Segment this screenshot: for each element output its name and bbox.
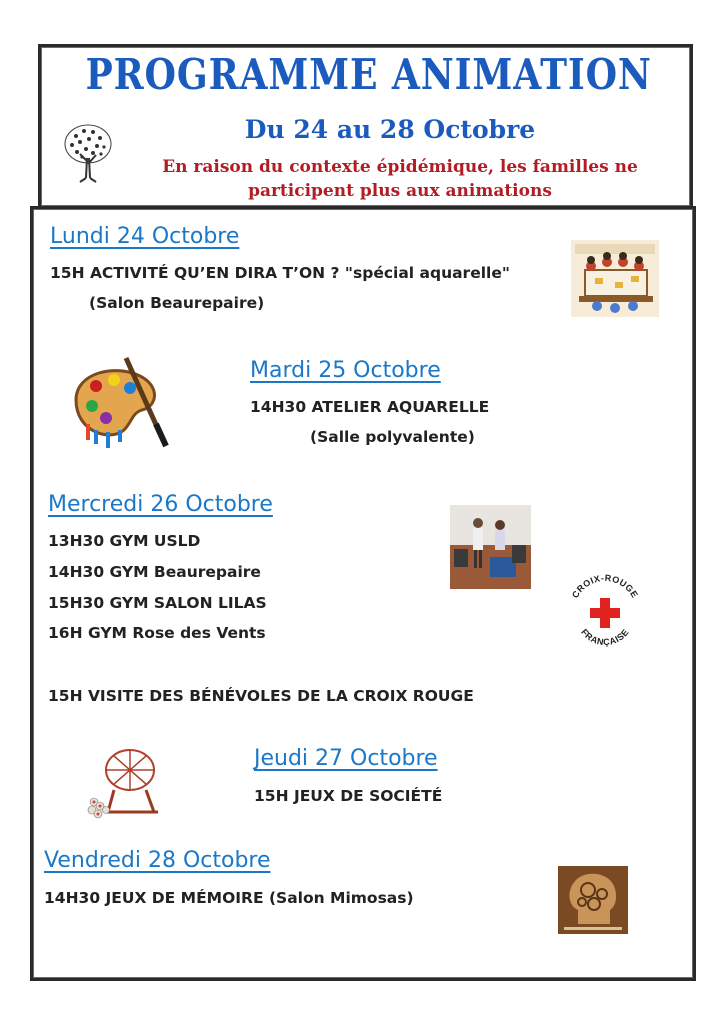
jeudi-activity: 15H JEUX DE SOCIÉTÉ bbox=[254, 787, 443, 805]
gears-head-icon bbox=[558, 866, 628, 934]
vendredi-activity: 14H30 JEUX DE MÉMOIRE (Salon Mimosas) bbox=[44, 889, 414, 907]
bingo-cage-icon bbox=[84, 740, 172, 820]
mercredi-croix-rouge-visit: 15H VISITE DES BÉNÉVOLES DE LA CROIX ROUGE bbox=[48, 687, 474, 705]
svg-text:FRANÇAISE bbox=[579, 627, 631, 647]
day-heading-mercredi: Mercredi 26 Octobre bbox=[48, 492, 273, 517]
croix-rouge-bottom-text: FRANÇAISE bbox=[579, 626, 631, 648]
mardi-activity: 14H30 ATELIER AQUARELLE bbox=[250, 398, 490, 416]
mercredi-gym-rose: 16H GYM Rose des Vents bbox=[48, 624, 266, 642]
mercredi-gym-usld: 13H30 GYM USLD bbox=[48, 532, 201, 550]
lundi-location: (Salon Beaurepaire) bbox=[89, 294, 265, 312]
mercredi-gym-lilas: 15H30 GYM SALON LILAS bbox=[48, 594, 267, 612]
croix-rouge-top-text: CROIX-ROUGE bbox=[569, 572, 641, 600]
day-heading-jeudi: Jeudi 27 Octobre bbox=[254, 746, 438, 771]
mercredi-gym-beaurepaire: 14H30 GYM Beaurepaire bbox=[48, 563, 261, 581]
lundi-activity: 15H ACTIVITÉ QU’EN DIRA T’ON ? "spécial aquarelle" bbox=[50, 264, 510, 282]
day-heading-mardi: Mardi 25 Octobre bbox=[250, 358, 441, 383]
date-range-subtitle: Du 24 au 28 Octobre bbox=[244, 115, 536, 144]
gym-session-image bbox=[450, 505, 531, 589]
svg-text:CROIX-ROUGE bbox=[570, 573, 640, 600]
mardi-location: (Salle polyvalente) bbox=[310, 428, 475, 446]
epidemic-notice bbox=[120, 155, 680, 203]
paint-palette-icon bbox=[66, 350, 172, 450]
day-heading-lundi: Lundi 24 Octobre bbox=[50, 224, 240, 249]
notice-line-2: participent plus aux animations bbox=[248, 181, 552, 201]
notice-line-1: En raison du contexte épidémique, les familles ne bbox=[162, 157, 638, 177]
croix-rouge-logo bbox=[564, 572, 646, 652]
painting-group-image bbox=[571, 240, 659, 317]
tree-logo-icon bbox=[62, 122, 114, 184]
day-heading-vendredi: Vendredi 28 Octobre bbox=[44, 848, 271, 873]
page-title: PROGRAMME ANIMATION bbox=[85, 50, 652, 99]
